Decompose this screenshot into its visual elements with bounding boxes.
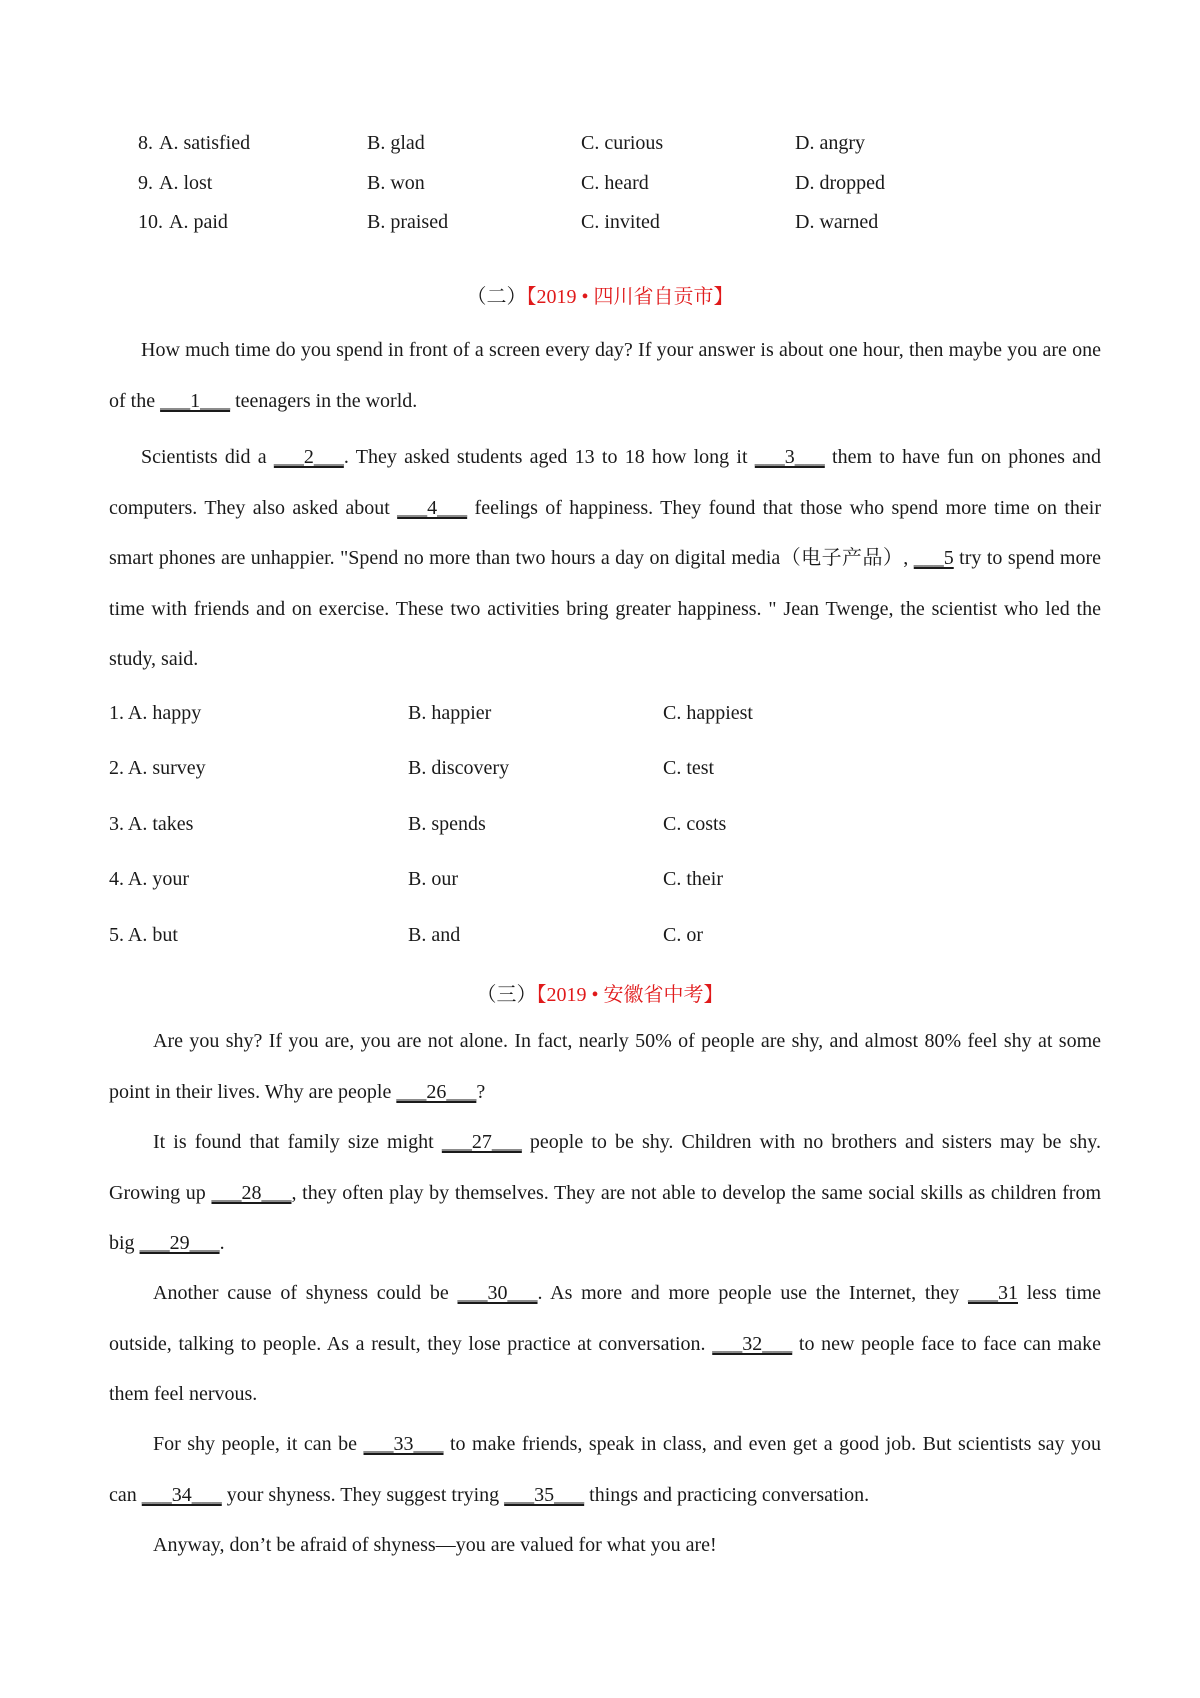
text-run: feelings of happiness. They found that those who spend more time on their smart phones are unhappier. "Spend no more than two hours a day on digital media（电子产品）,: [109, 496, 1101, 569]
question-3-option-c: C. costs: [663, 813, 727, 835]
text-run: It is found that family size might: [153, 1131, 442, 1153]
question-1-option-a: 1. A. happy: [109, 702, 202, 724]
section-three-paragraph-1: [109, 1016, 1101, 1117]
blank-5: ___5: [913, 547, 954, 569]
text-run: Another cause of shyness could be: [153, 1282, 458, 1304]
text-run: them to have fun on phones and computers. They also asked about: [109, 446, 1102, 519]
question-1-option-b: B. happier: [408, 702, 492, 724]
question-2-option-c: C. test: [663, 757, 715, 779]
blank-35: ___35___: [504, 1483, 585, 1506]
text-run: . They asked students aged 13 to 18 how long it: [343, 446, 755, 468]
option-9-b: B. won: [367, 172, 425, 194]
text-run: your shyness. They suggest trying: [221, 1483, 505, 1506]
question-1-option-c: C. happiest: [663, 702, 753, 724]
option-row-8: [0, 132, 1200, 162]
option-9-d: D. dropped: [795, 172, 885, 194]
section-three-heading-prefix: （三）: [476, 984, 537, 1006]
text-run: , they often play by themselves. They are not able to develop the same social skills as children from big: [109, 1181, 1102, 1254]
option-9-a: A. lost: [159, 172, 213, 194]
blank-3: ___3___: [754, 446, 825, 468]
section-two-paragraph-2: [109, 432, 1101, 685]
text-run: How much time do you spend in front of a screen every day? If your answer is about one hour, then maybe you are one of the: [109, 339, 1101, 412]
text-run: to make friends, speak in class, and even get a good job. But scientists say you can: [109, 1433, 1101, 1506]
question-5-option-b: B. and: [408, 924, 461, 946]
blank-34: ___34___: [141, 1483, 222, 1506]
blank-27: ___27___: [441, 1131, 522, 1153]
text-run: . As more and more people use the Internet, they: [537, 1282, 968, 1304]
section-three-heading: [0, 978, 1200, 1007]
option-10-c: C. invited: [581, 211, 660, 233]
question-2-option-a: 2. A. survey: [109, 757, 206, 779]
section-two-heading: [0, 280, 1200, 309]
question-4-option-a: 4. A. your: [109, 868, 189, 890]
question-4-option-b: B. our: [408, 868, 458, 890]
text-run: .: [219, 1232, 225, 1254]
blank-1: ___1___: [160, 389, 231, 412]
question-5-option-a: 5. A. but: [109, 924, 178, 946]
text-run: ?: [476, 1080, 486, 1103]
section-three-paragraph-2: [109, 1117, 1101, 1269]
option-10-b: B. praised: [367, 211, 449, 233]
text-run: Are you shy? If you are, you are not alone. In fact, nearly 50% of people are shy, and almost 80% feel shy at some point in their lives. Why are people: [109, 1030, 1101, 1103]
text-run: Scientists did a: [141, 446, 274, 468]
option-8-number: 8.: [138, 132, 153, 154]
question-5-option-c: C. or: [663, 924, 703, 946]
text-run: less time outside, talking to people. As a result, they lose practice at conversation.: [109, 1282, 1101, 1355]
option-8-c: C. curious: [581, 132, 664, 154]
text-run: to new people face to face can make them feel nervous.: [109, 1332, 1101, 1405]
question-3-option-b: B. spends: [408, 813, 486, 835]
question-3-options: [0, 813, 1200, 843]
blank-2: ___2___: [273, 446, 344, 468]
section-three-paragraph-3: [109, 1268, 1101, 1420]
section-two-paragraph-1: [109, 325, 1101, 426]
blank-4: ___4___: [397, 496, 468, 519]
blank-26: ___26___: [396, 1080, 477, 1103]
section-three-paragraph-4: [109, 1419, 1101, 1520]
section-two-heading-source: 【2019 • 四川省自贡市】: [526, 286, 734, 308]
option-9-c: C. heard: [581, 172, 649, 194]
question-3-option-a: 3. A. takes: [109, 813, 194, 835]
option-8-a: A. satisfied: [159, 132, 251, 154]
question-2-options: [0, 757, 1200, 787]
question-4-options: [0, 868, 1200, 898]
text-run: try to spend more time with friends and on exercise. These two activities bring greater happiness. " Jean Twenge, the scientist who led the study, said.: [109, 547, 1102, 670]
text-run: Anyway, don’t be afraid of shyness—you are valued for what you are!: [153, 1534, 717, 1556]
section-three-paragraph-5: [109, 1520, 1101, 1571]
option-8-d: D. angry: [795, 132, 865, 154]
option-9-number: 9.: [138, 172, 153, 194]
option-8-b: B. glad: [367, 132, 425, 154]
option-row-9: [0, 172, 1200, 202]
section-three-heading-source: 【2019 • 安徽省中考】: [536, 984, 724, 1006]
blank-28: ___28___: [211, 1181, 292, 1204]
question-1-options: [0, 702, 1200, 732]
text-run: things and practicing conversation.: [584, 1483, 870, 1506]
option-10-number: 10.: [138, 211, 163, 233]
blank-31: ___31: [968, 1282, 1018, 1304]
question-4-option-c: C. their: [663, 868, 723, 890]
option-10-d: D. warned: [795, 211, 879, 233]
text-run: people to be shy. Children with no brothers and sisters may be shy. Growing up: [109, 1131, 1102, 1204]
option-10-a: A. paid: [169, 211, 228, 233]
text-run: For shy people, it can be: [153, 1433, 364, 1455]
blank-29: ___29___: [139, 1232, 220, 1254]
question-5-options: [0, 924, 1200, 954]
option-row-10: [0, 211, 1200, 241]
blank-32: ___32___: [712, 1332, 793, 1355]
blank-30: ___30___: [457, 1282, 538, 1304]
question-2-option-b: B. discovery: [408, 757, 510, 779]
blank-33: ___33___: [363, 1433, 444, 1455]
text-run: teenagers in the world.: [230, 389, 418, 412]
section-two-heading-prefix: （二）: [466, 286, 527, 308]
